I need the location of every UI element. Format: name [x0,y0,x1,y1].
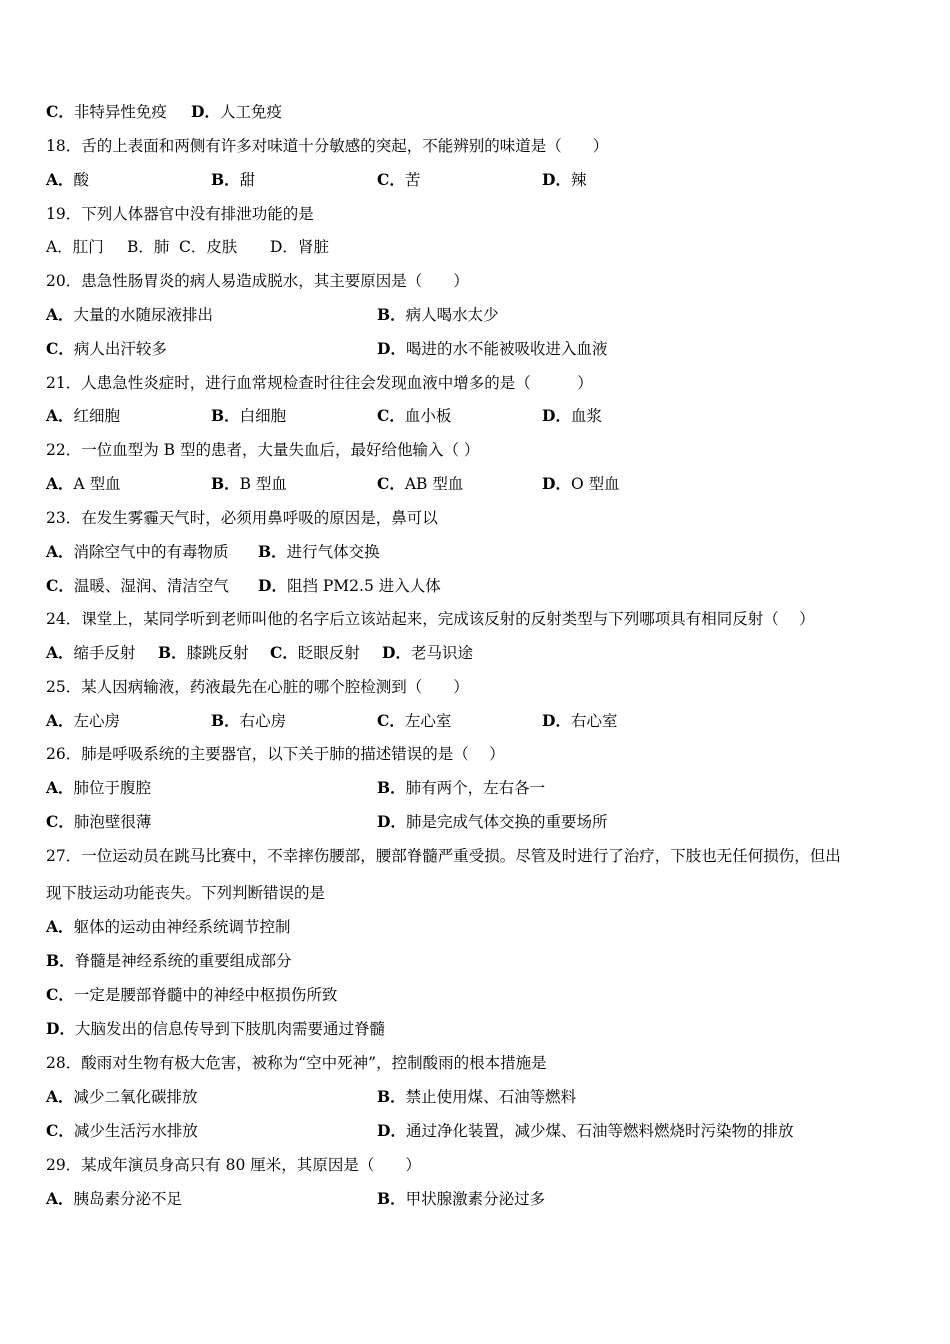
answer-option [46,405,120,427]
question-stem [46,845,841,867]
option-text: 减少二氧化碳排放 [73,1088,198,1106]
option-text: 大脑发出的信息传导到下肢肌肉需要通过脊髓 [74,1020,385,1038]
option-label: D． [191,102,220,121]
option-label: D． [258,576,287,595]
option-text: 禁止使用煤、石油等燃料 [405,1088,577,1106]
option-label: B． [377,1087,406,1106]
answer-option [377,304,499,326]
option-text: 肺 [153,238,170,256]
option-label: C． [270,643,298,662]
answer-option [542,473,620,495]
option-label: B． [211,711,240,730]
answer-option [377,405,451,427]
question-text: 课堂上，某同学听到老师叫他的名字后立该站起来，完成该反射的反射类型与下列哪项具有相同反射（ ） [81,610,815,628]
question-text: 某人因病输液，药液最先在心脏的哪个腔检测到（ ） [81,678,469,696]
option-text: 苦 [404,171,421,189]
answer-option [382,642,473,664]
option-label: B． [211,170,240,189]
option-text: 左心室 [404,712,452,730]
option-text: 胰岛素分泌不足 [73,1190,183,1208]
question-stem [46,1052,547,1074]
option-label: C． [46,985,74,1004]
question-text: 下列人体器官中没有排泄功能的是 [81,205,314,223]
answer-option [127,236,169,258]
question-stem [46,135,608,157]
option-label: B． [258,542,287,561]
option-text: 病人喝水太少 [405,306,499,324]
answer-option [46,1086,198,1108]
answer-option [270,642,360,664]
answer-option [377,1120,793,1142]
answer-option [542,405,602,427]
option-label: B． [158,643,187,662]
option-label: D． [542,406,571,425]
answer-option [179,236,237,258]
answer-option [46,984,337,1006]
answer-option [46,1120,198,1142]
answer-option [46,304,213,326]
option-label: C． [179,238,207,256]
question-number: 27． [46,847,82,865]
option-text: 肺是完成气体交换的重要场所 [405,813,608,831]
answer-option [258,541,380,563]
option-text: A 型血 [73,475,121,493]
option-label: C． [46,576,74,595]
answer-option [211,169,255,191]
option-label: A． [46,305,74,324]
answer-option [542,710,617,732]
option-label: B． [377,1189,406,1208]
option-text: 肾脏 [297,238,329,256]
answer-option [377,1086,576,1108]
option-label: D． [542,474,571,493]
option-text: 温暖、湿润、清洁空气 [73,577,229,595]
option-label: A． [46,406,74,425]
question-number: 25． [46,678,82,696]
question-text: 人患急性炎症时，进行血常规检查时往往会发现血液中增多的是（ ） [81,374,593,392]
option-label: B． [127,238,154,256]
option-label: A． [46,1087,74,1106]
answer-option [377,169,420,191]
question-number: 26． [46,745,82,763]
option-text: 大量的水随尿液排出 [73,306,214,324]
option-label: C． [377,711,405,730]
answer-option [211,710,286,732]
option-text: 肺泡壁很薄 [73,813,152,831]
answer-option [211,473,287,495]
option-text: 白细胞 [239,407,287,425]
question-number: 24． [46,610,82,628]
answer-option [46,338,167,360]
answer-option [46,575,229,597]
option-label: C． [377,170,405,189]
option-text: O 型血 [570,475,620,493]
answer-option [46,1018,385,1040]
option-text: 消除空气中的有毒物质 [73,543,229,561]
question-text: 某成年演员身高只有 80 厘米，其原因是（ ） [81,1156,421,1174]
option-label: D． [377,339,406,358]
option-label: B． [377,305,406,324]
question-text: 酸雨对生物有极大危害，被称为“空中死神”，控制酸雨的根本措施是 [81,1054,547,1072]
answer-option [46,777,151,799]
option-label: A． [46,542,74,561]
option-label: A． [46,643,74,662]
option-text: 通过净化装置，减少煤、石油等燃料燃烧时污染物的排放 [405,1122,794,1140]
answer-option [46,236,104,258]
answer-option [377,1188,545,1210]
question-number: 18． [46,137,82,155]
question-text: 肺是呼吸系统的主要器官，以下关于肺的描述错误的是（ ） [81,745,505,763]
question-stem [46,608,815,630]
option-text: 一定是腰部脊髓中的神经中枢损伤所致 [73,986,338,1004]
option-text: 血浆 [570,407,602,425]
question-text: 在发生雾霾天气时，必须用鼻呼吸的原因是，鼻可以 [81,509,438,527]
option-text: 人工免疫 [219,103,282,121]
question-text: 一位运动员在跳马比赛中，不幸摔伤腰部，腰部脊髓严重受损。尽管及时进行了治疗，下肢也无任何损伤，但出 [81,847,841,865]
question-number: 19． [46,205,82,223]
option-label: C． [46,812,74,831]
option-text: 肺位于腹腔 [73,779,152,797]
option-label: D． [377,1121,406,1140]
question-number: 20． [46,272,82,290]
option-text: 阻挡 PM2.5 进入人体 [286,577,441,595]
answer-option [46,1188,182,1210]
question-number: 21． [46,374,82,392]
answer-option [377,473,463,495]
option-label: D． [382,643,411,662]
option-text: AB 型血 [404,475,464,493]
question-number: 22． [46,441,82,459]
question-text-continuation: 现下肢运动功能丧失。下列判断错误的是 [46,884,326,902]
answer-option [191,101,282,123]
question-stem [46,743,505,765]
option-text: 减少生活污水排放 [73,1122,198,1140]
answer-option [258,575,441,597]
question-stem [46,372,593,394]
option-text: 血小板 [404,407,452,425]
option-label: A． [46,474,74,493]
option-label: A． [46,170,74,189]
option-text: 酸 [73,171,90,189]
answer-option [46,101,167,123]
question-stem [46,507,438,529]
option-label: D． [377,812,406,831]
option-label: D． [46,1019,75,1038]
option-text: 缩手反射 [73,644,136,662]
option-label: A． [46,917,74,936]
answer-option [46,642,136,664]
answer-option [211,405,286,427]
option-text: 脊髓是神经系统的重要组成部分 [74,952,292,970]
option-text: 躯体的运动由神经系统调节控制 [73,918,291,936]
option-text: 甜 [239,171,256,189]
option-label: C． [46,339,74,358]
option-label: B． [46,951,75,970]
option-label: B． [211,406,240,425]
answer-option [46,710,120,732]
option-text: 喝进的水不能被吸收进入血液 [405,340,608,358]
option-text: 肛门 [72,238,104,256]
question-stem [46,439,479,461]
answer-option [46,811,151,833]
option-label: B． [377,778,406,797]
option-label: A． [46,1189,74,1208]
option-text: 右心室 [570,712,618,730]
question-text: 患急性肠胃炎的病人易造成脱水，其主要原因是（ ） [81,272,469,290]
option-text: 右心房 [239,712,287,730]
option-text: 非特异性免疫 [73,103,167,121]
answer-option [377,710,451,732]
answer-option [46,916,291,938]
option-text: 肺有两个，左右各一 [405,779,546,797]
question-stem [46,676,469,698]
option-label: C． [46,1121,74,1140]
answer-option [46,950,292,972]
option-text: 左心房 [73,712,121,730]
option-label: C． [377,474,405,493]
option-text: 红细胞 [73,407,121,425]
answer-option [158,642,249,664]
option-label: C． [377,406,405,425]
question-number: 28． [46,1054,82,1072]
answer-option [46,541,229,563]
answer-option [377,777,545,799]
question-stem [46,203,314,225]
answer-option [46,169,89,191]
option-label: B． [211,474,240,493]
option-text: 眨眼反射 [297,644,360,662]
option-text: 膝跳反射 [186,644,249,662]
question-text: 舌的上表面和两侧有许多对味道十分敏感的突起，不能辨别的味道是（ ） [81,137,609,155]
question-stem [46,270,469,292]
option-text: 病人出汗较多 [73,340,167,358]
option-text: 辣 [570,171,587,189]
option-text: 皮肤 [206,238,238,256]
option-label: A． [46,238,73,256]
question-number: 23． [46,509,82,527]
question-text: 一位血型为 B 型的患者，大量失血后，最好给他输入（ ） [81,441,480,459]
option-label: A． [46,711,74,730]
option-label: C． [46,102,74,121]
question-stem [46,1154,421,1176]
option-label: D． [270,238,298,256]
option-label: D． [542,711,571,730]
answer-option [46,473,121,495]
question-number: 29． [46,1156,82,1174]
option-label: A． [46,778,74,797]
answer-option [270,236,329,258]
answer-option [542,169,586,191]
option-text: 老马识途 [410,644,473,662]
option-text: 甲状腺激素分泌过多 [405,1190,546,1208]
option-label: D． [542,170,571,189]
option-text: B 型血 [239,475,287,493]
option-text: 进行气体交换 [286,543,380,561]
answer-option [377,338,607,360]
answer-option [377,811,607,833]
